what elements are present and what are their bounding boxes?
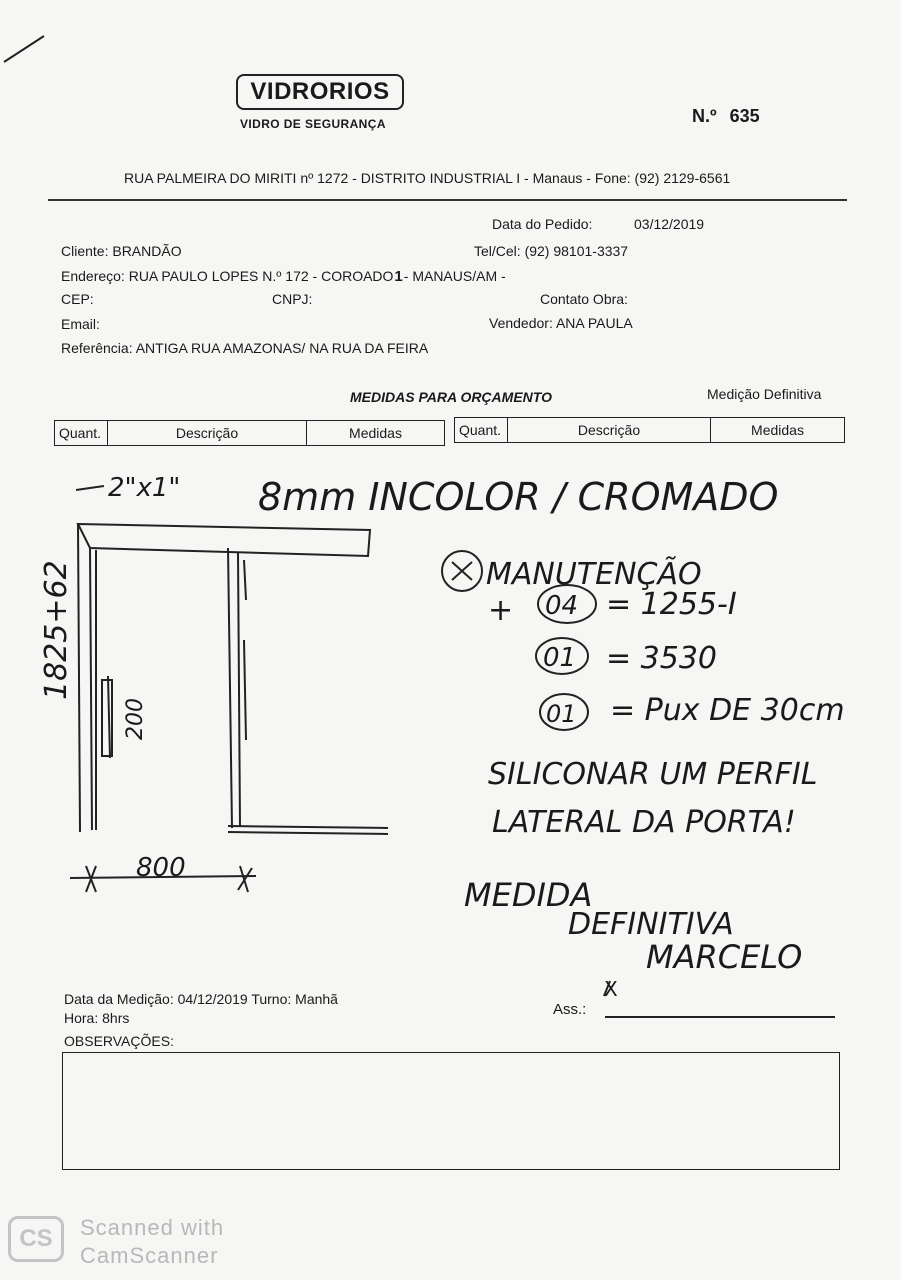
number-value: 635 <box>729 106 760 126</box>
scanner-watermark <box>80 1214 224 1270</box>
hand-item-2-desc: = 3530 <box>606 641 718 676</box>
signature-line <box>605 1016 835 1018</box>
seller-field: Vendedor: ANA PAULA <box>489 315 633 331</box>
hand-note-line-1: SILICONAR UM PERFIL <box>488 757 818 792</box>
hand-x-mark: X <box>604 977 618 1001</box>
address-text: Endereço: RUA PAULO LOPES N.º 172 - COROADO <box>61 268 394 284</box>
email-field: Email: <box>61 316 100 332</box>
section-title: MEDIDAS PARA ORÇAMENTO <box>350 389 552 405</box>
order-date-label: Data do Pedido: <box>492 216 593 232</box>
hand-glass-spec: 8mm INCOLOR / CROMADO <box>258 475 779 519</box>
watermark-line-1: Scanned with <box>80 1215 225 1240</box>
address-suffix: - MANAUS/AM - <box>403 268 506 284</box>
observations-label: OBSERVAÇÕES: <box>64 1033 174 1049</box>
company-logo: VIDRORIOS <box>236 74 404 110</box>
number-label: N.º <box>692 106 717 126</box>
pen-stroke-mark <box>4 36 44 62</box>
client-field: Cliente: BRANDÃO <box>61 243 182 259</box>
hand-final-line-3: MARCELO <box>646 938 803 976</box>
measure-date-field: Data da Medição: 04/12/2019 Turno: Manhã <box>64 991 338 1007</box>
hand-top-left-note: 2"x1" <box>108 473 181 503</box>
hand-final-line-1: MEDIDA <box>464 876 593 914</box>
col-description: Descrição <box>508 418 711 443</box>
hand-item-3-desc: = Pux DE 30cm <box>610 693 845 728</box>
hand-item-3-qty: 01 <box>546 700 577 728</box>
hand-maintenance: MANUTENÇÃO <box>486 557 702 592</box>
camscanner-logo-icon: CS <box>8 1216 64 1262</box>
cep-field: CEP: <box>61 291 94 307</box>
col-quantity: Quant. <box>455 418 508 443</box>
hand-item-2-qty: 01 <box>543 643 577 673</box>
col-measures: Medidas <box>711 418 845 443</box>
signature-label: Ass.: <box>553 1001 587 1018</box>
contact-field: Contato Obra: <box>540 291 628 307</box>
hand-note-line-2: LATERAL DA PORTA! <box>492 805 796 840</box>
logo-subtitle: VIDRO DE SEGURANÇA <box>240 117 386 131</box>
order-date: 03/12/2019 <box>634 216 705 232</box>
hour-field: Hora: 8hrs <box>64 1010 130 1026</box>
col-description: Descrição <box>108 421 307 446</box>
measurement-mode: Medição Definitiva <box>707 386 822 402</box>
hand-height-dimension: 1825+62 <box>39 560 74 700</box>
reference-field: Referência: ANTIGA RUA AMAZONAS/ NA RUA DA FEIRA <box>61 340 429 356</box>
watermark-line-2: CamScanner <box>80 1243 219 1268</box>
address-handwritten-mark: 1 <box>394 268 403 285</box>
col-measures: Medidas <box>307 421 445 446</box>
phone-field: Tel/Cel: (92) 98101-3337 <box>474 243 629 259</box>
col-quantity: Quant. <box>55 421 108 446</box>
hand-item-1-qty: 04 <box>545 591 579 621</box>
hand-item-1-desc: = 1255-I <box>606 587 737 622</box>
hand-final-line-2: DEFINITIVA <box>568 907 734 942</box>
hand-handle-dimension: 200 <box>123 698 148 740</box>
hand-width-dimension: 800 <box>136 853 186 883</box>
observations-box <box>62 1052 840 1170</box>
handwritten-notes <box>39 473 845 1001</box>
company-address: RUA PALMEIRA DO MIRITI nº 1272 - DISTRITO INDUSTRIAL I - Manaus - Fone: (92) 2129-6561 <box>124 170 731 186</box>
hand-plus: + <box>488 593 514 628</box>
cnpj-field: CNPJ: <box>272 291 313 307</box>
